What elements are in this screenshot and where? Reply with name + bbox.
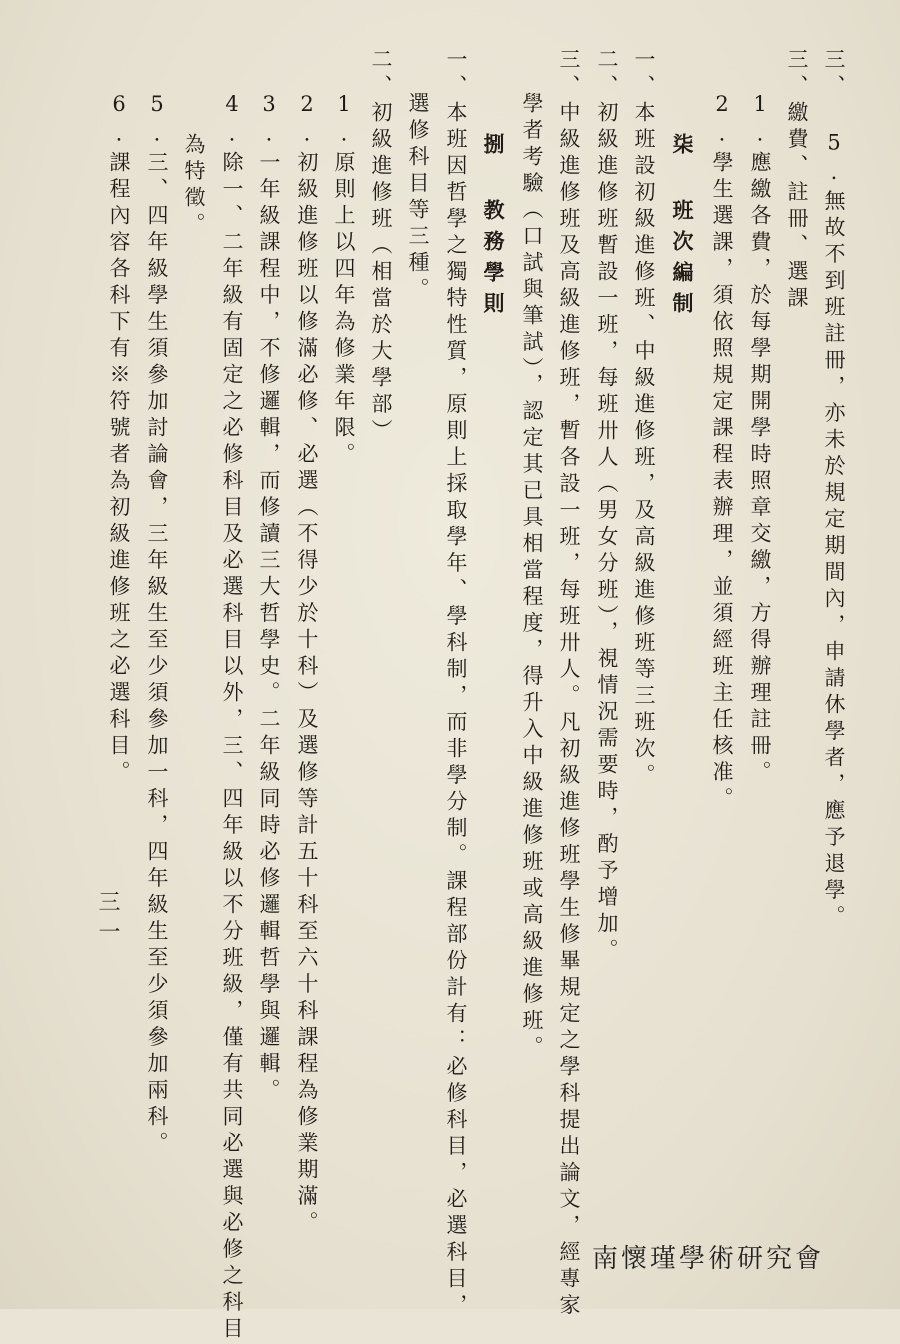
text-column: 為特徵。	[182, 133, 206, 239]
text-column: 三、 5.無故不到班註冊，亦未於規定期間內，申請休學者，應予退學。	[822, 48, 846, 932]
text-column: 選修科目等三種。	[406, 92, 430, 304]
publisher-seal: 南懷瑾學術研究會	[592, 1244, 825, 1274]
text-column: 二、初級進修班暫設一班，每班卅人（男女分班），視情況需要時，酌予增加。	[595, 48, 619, 965]
section-heading: 柒 班次編制	[670, 133, 695, 323]
text-column: 4.除一、二年級有固定之必修科目及必選科目以外，三、四年級以不分班級，僅有共同必選與必修之科目	[220, 92, 244, 1344]
text-column: 學者考驗（口試與筆試），認定其已具相當程度，得升入中級進修班或高級進修班。	[520, 92, 544, 1062]
text-column: 3.一年級課程中，不修邏輯，而修讀三大哲學史。二年級同時必修邏輯哲學與邏輯。	[257, 92, 281, 1105]
text-column: 1.原則上以四年為修業年限。	[332, 92, 356, 469]
text-column: 二、初級進修班（相當於大學部）	[369, 48, 393, 446]
text-column: 6.課程內容各科下有※符號者為初級進修班之必選科目。	[107, 92, 131, 787]
text-column: 5.三、四年級學生須參加討論會，三年級生至少須參加一科，四年級生至少須參加兩科。	[145, 92, 169, 1158]
text-column: 2.初級進修班以修滿必修、必選（不得少於十科）及選修等計五十科至六十科課程為修業期滿。	[295, 92, 319, 1238]
text-column: 三、中級進修班及高級進修班，暫各設一班，每班卅人。凡初級進修班學生修畢規定之學科提出論文，經專家	[557, 48, 581, 1320]
section-heading: 捌 教務學則	[481, 133, 506, 323]
text-column: 1.應繳各費，於每學期開學時照章交繳，方得辦理註冊。	[748, 92, 772, 787]
text-column: 三、繳費、註冊、選課	[785, 48, 809, 313]
text-column: 一、本班設初級進修班、中級進修班，及高級進修班等三班次。	[632, 48, 656, 790]
text-column: 一、本班因哲學之獨特性質，原則上採取學年、學科制，而非學分制。課程部份計有：必修科目，必選科目，	[444, 48, 468, 1320]
text-column: 2.學生選課，須依照規定課程表辦理，並須經班主任核准。	[710, 92, 734, 814]
page-number: 三一	[95, 890, 120, 950]
